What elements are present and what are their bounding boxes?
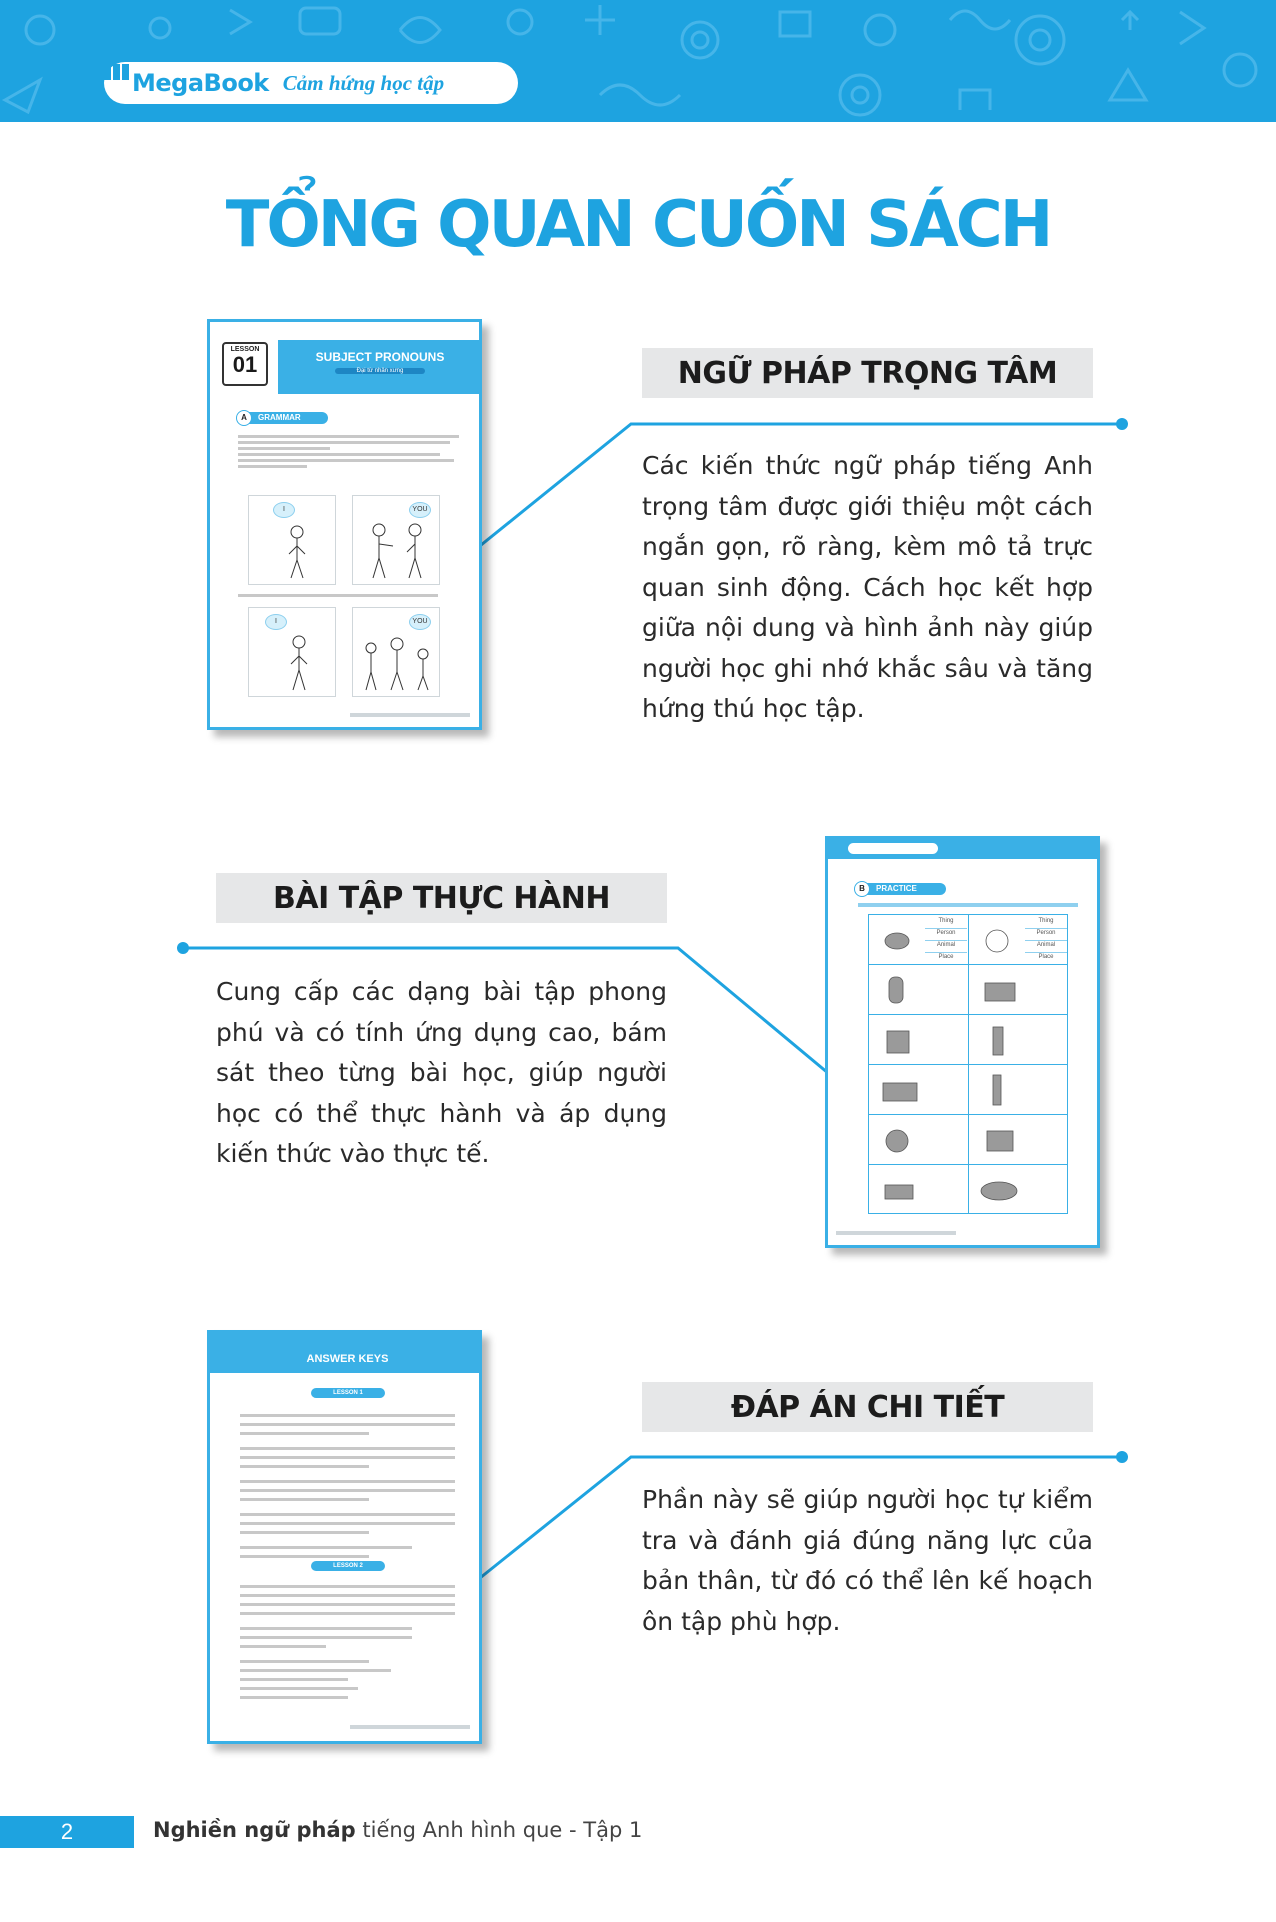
lesson1-pill: LESSON 1 — [311, 1388, 385, 1398]
connector-dot — [1116, 418, 1128, 430]
section-label-grammar: NGỮ PHÁP TRỌNG TÂM — [642, 348, 1093, 398]
lesson-number: 01 — [232, 352, 258, 377]
grid-row-line — [869, 1014, 1067, 1015]
crown-icon — [885, 1185, 913, 1199]
lesson-title: SUBJECT PRONOUNS — [315, 350, 445, 364]
option-column — [1025, 917, 1067, 965]
option-label: Person — [1025, 929, 1067, 941]
speech-bubble: I — [273, 502, 295, 518]
tv-icon — [987, 1131, 1013, 1151]
option-label: Animal — [1025, 941, 1067, 953]
practice-section-name: PRACTICE — [876, 884, 917, 893]
grammar-section-name: GRAMMAR — [258, 413, 301, 422]
grammar-text-lines — [238, 432, 468, 471]
lesson-word: LESSON — [230, 346, 260, 353]
grammar-section-letter: A — [236, 410, 252, 426]
option-label: Place — [938, 954, 954, 960]
brand-name: MegaBook — [132, 69, 269, 97]
page-number: 2 — [0, 1816, 134, 1848]
option-label: Place — [1038, 954, 1054, 960]
illustration-box — [248, 607, 336, 697]
lesson-title-bar — [278, 340, 482, 394]
option-column — [925, 917, 967, 965]
grid-row-line — [869, 1164, 1067, 1165]
page-title: TỔNG QUAN CUỐN SÁCH — [225, 188, 1051, 262]
thumb-footer-line — [350, 1725, 470, 1729]
thumb-footer-line — [350, 713, 470, 717]
flower-icon — [886, 1130, 908, 1152]
answer-title-bar — [210, 1333, 482, 1373]
option-label: Thing — [925, 917, 967, 929]
section-label-answers: ĐÁP ÁN CHI TIẾT — [642, 1382, 1093, 1432]
option-label: Person — [925, 929, 967, 941]
speech-bubble: YOU — [409, 614, 431, 630]
grid-row-line — [869, 1114, 1067, 1115]
lesson-subtitle: Đại từ nhân xưng — [335, 368, 425, 374]
stick-figure-icon — [249, 608, 337, 698]
giraffe-icon — [993, 1075, 1001, 1105]
illustration-box — [352, 495, 440, 585]
brand-tagline: Cảm hứng học tập — [282, 70, 445, 95]
option-label: Animal — [925, 941, 967, 953]
practice-grid — [868, 914, 1068, 1214]
practice-header-strip — [828, 839, 1100, 859]
practice-page-thumbnail — [825, 836, 1100, 1248]
girl-icon — [889, 977, 903, 1003]
section-text-practice: Cung cấp các dạng bài tập phong phú và có tính ứng dụng cao, bám sát theo từng bài học, giúp người học có thể thực hành và áp dụng kiến thức vào thực tế. — [216, 977, 667, 1168]
illustration-box — [352, 607, 440, 697]
cake-icon — [887, 1031, 909, 1053]
lesson2-pill: LESSON 2 — [311, 1561, 385, 1571]
lesson-badge — [222, 342, 268, 386]
connector-dot — [177, 942, 189, 954]
section-text-grammar: Các kiến thức ngữ pháp tiếng Anh trọng tâm được giới thiệu một cách ngắn gọn, rõ ràng, kèm mô tả trực quan sinh động. Cách học kết hợp giữa nội dung và hình ảnh này giúp người học ghi nhớ khắc sâu và tăng hứng thú học tập. — [642, 451, 1093, 723]
illustration-box — [248, 495, 336, 585]
book-title-bold: Nghiền ngữ pháp — [153, 1818, 356, 1842]
thumb-footer-line — [836, 1231, 956, 1235]
answer-lines-lesson1 — [240, 1408, 455, 1564]
pool-icon — [981, 1182, 1017, 1200]
grammar-page-thumbnail — [207, 319, 482, 730]
practice-section-letter: B — [854, 881, 870, 897]
instruction-line — [858, 903, 1078, 907]
answer-title: ANSWER KEYS — [306, 1353, 389, 1365]
option-label: Thing — [1025, 917, 1067, 929]
beach-icon — [985, 983, 1015, 1001]
practice-header-pill — [848, 843, 938, 854]
ball-icon — [986, 930, 1008, 952]
section-label-practice: BÀI TẬP THỰC HÀNH — [216, 873, 667, 923]
speech-bubble: I — [265, 614, 287, 630]
man-icon — [993, 1027, 1003, 1055]
section-text-answers: Phần này sẽ giúp người học tự kiểm tra và đánh giá đúng năng lực của bản thân, từ đó có thể lên kế hoạch ôn tập phù hợp. — [642, 1485, 1093, 1636]
grid-row-line — [869, 1064, 1067, 1065]
book-title-rest: tiếng Anh hình que - Tập 1 — [355, 1818, 643, 1842]
answer-keys-thumbnail — [207, 1330, 482, 1744]
practice-section-header — [856, 883, 946, 895]
people-icon — [883, 1083, 917, 1101]
book-title — [153, 1818, 642, 1842]
speech-bubble: YOU — [409, 502, 431, 518]
answer-lines-lesson2 — [240, 1579, 455, 1705]
note-line — [238, 594, 438, 597]
connector-dot — [1116, 1451, 1128, 1463]
duck-icon — [885, 933, 909, 949]
grammar-section-header — [238, 412, 328, 424]
